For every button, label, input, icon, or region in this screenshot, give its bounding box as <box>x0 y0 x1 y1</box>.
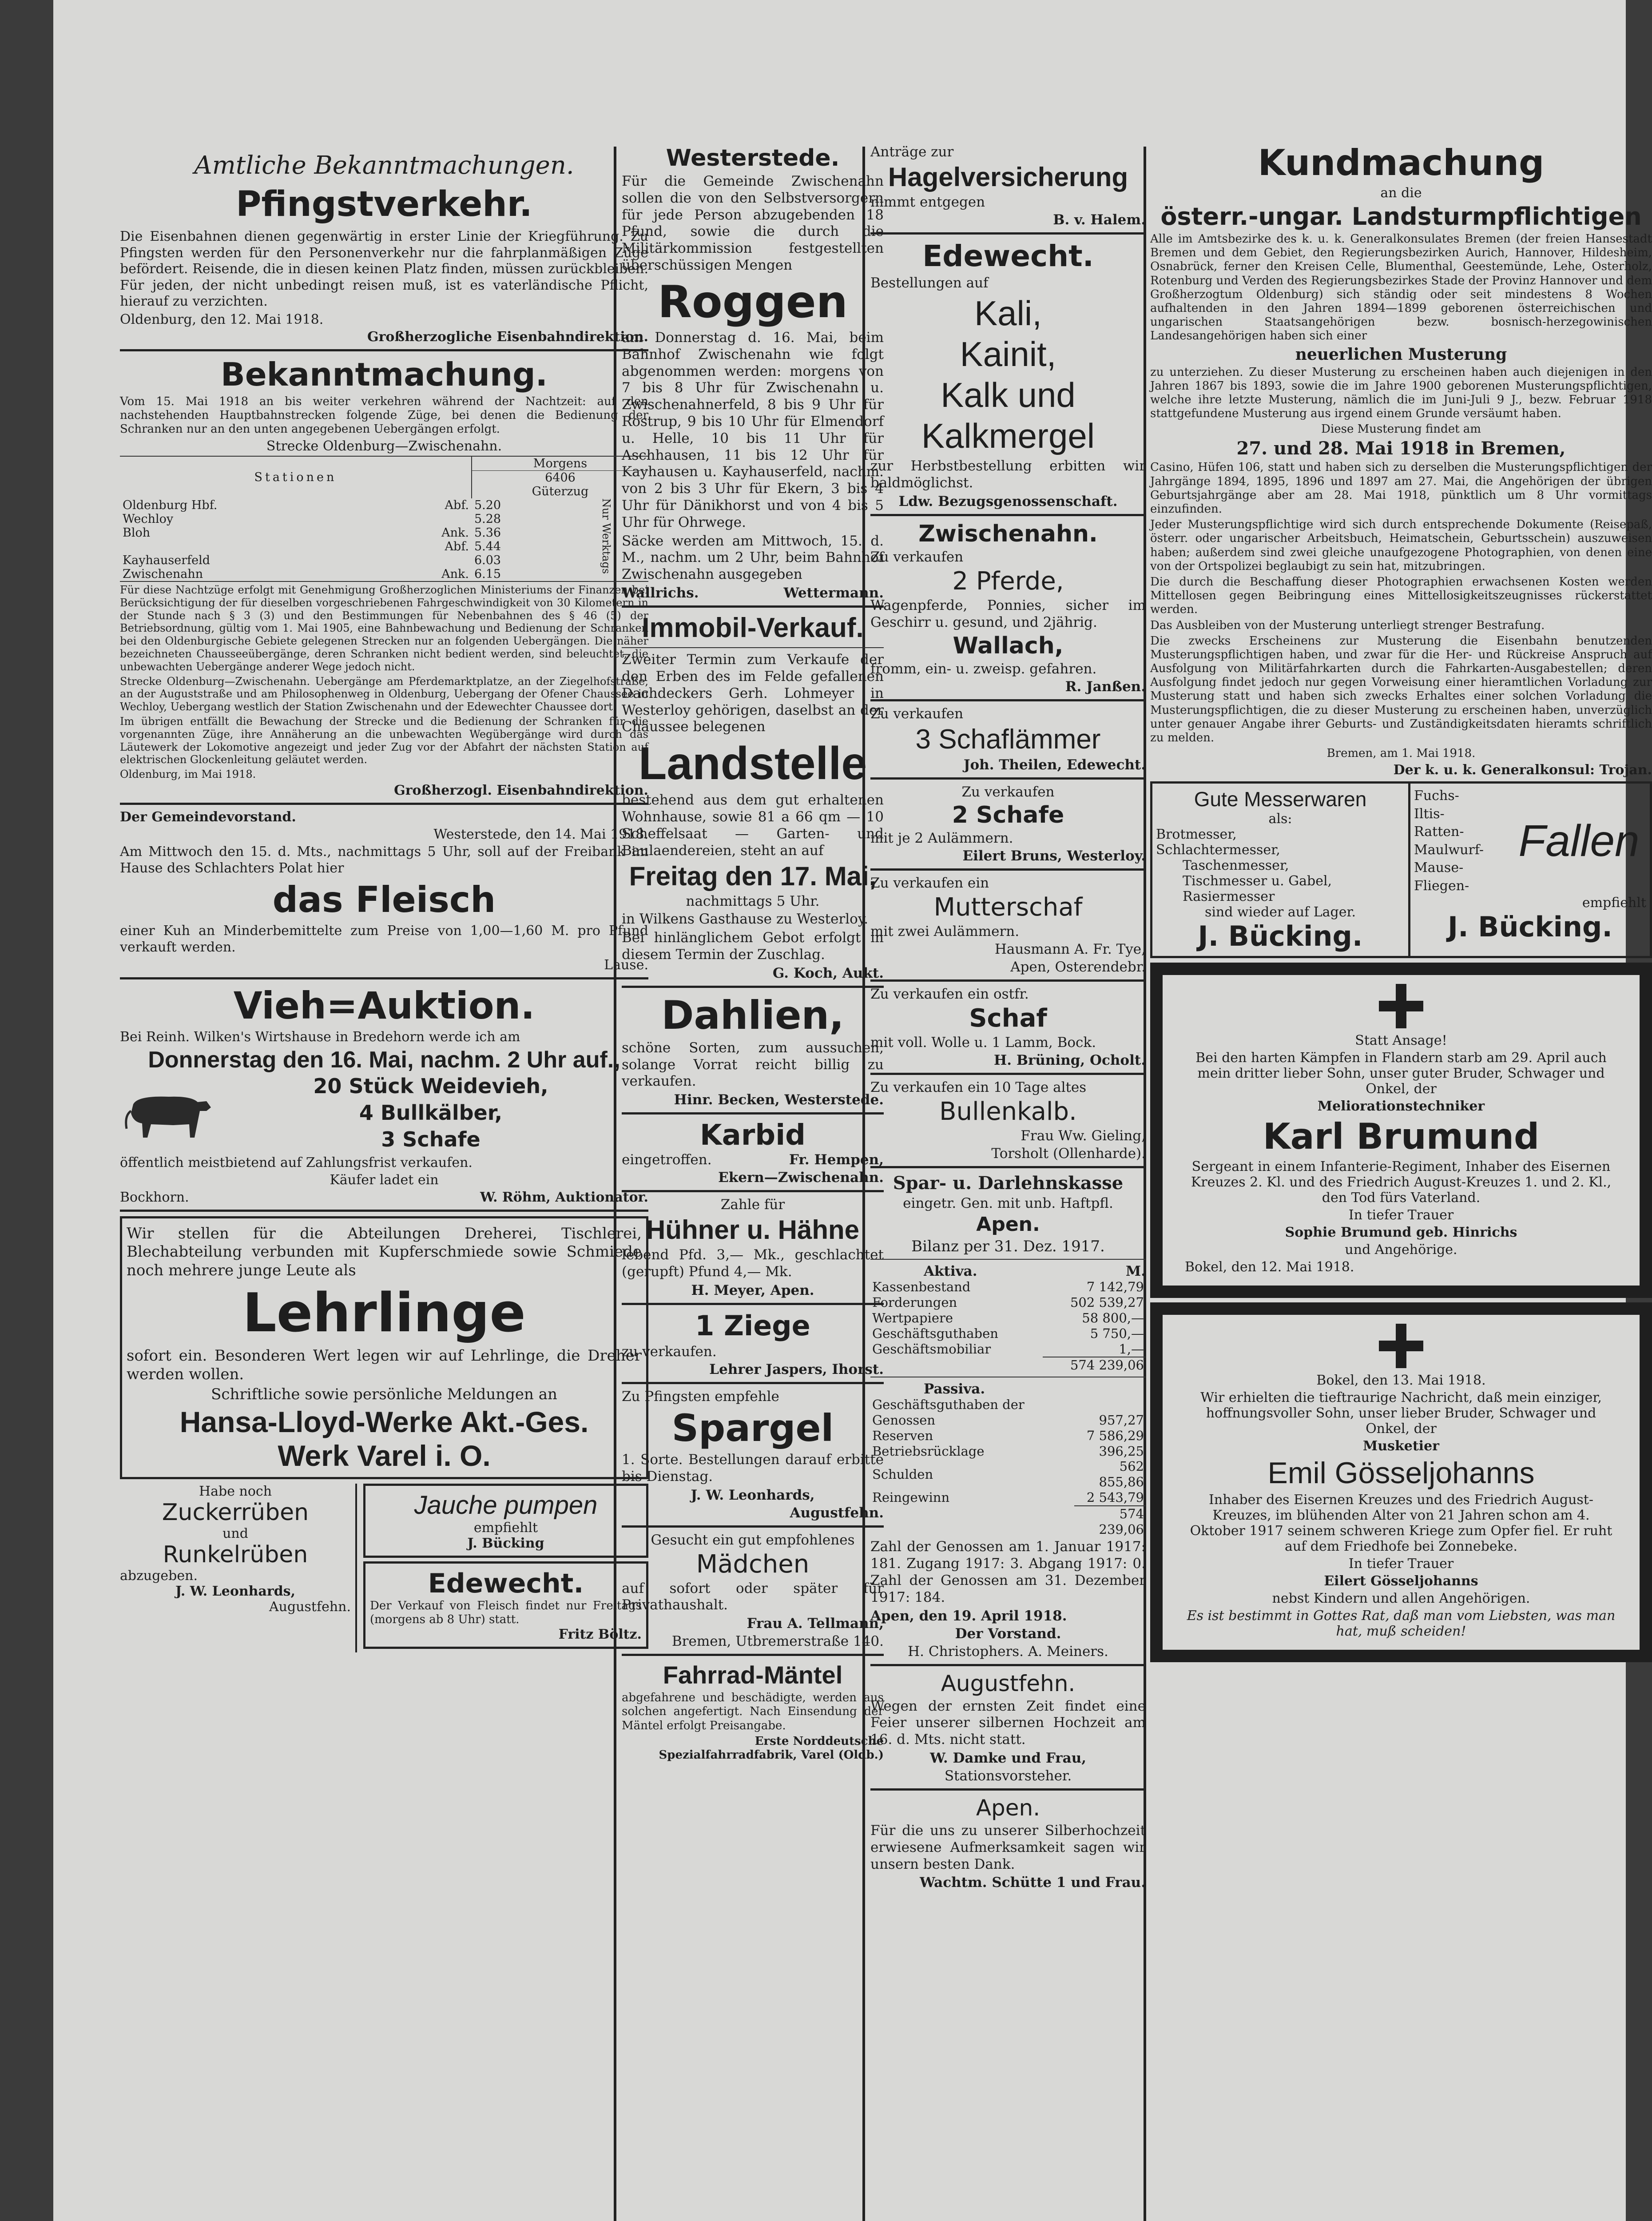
product-name: Kali, <box>974 294 1042 333</box>
list-item: Fuchs- <box>1414 788 1459 804</box>
obituary-rank: Musketier <box>1363 1438 1439 1454</box>
ad-text: bestehend aus dem gut erhaltenen Wohnhause, sowie 81 a 66 qm — 10 Scheffelsaat — Garten- und Baulaendereien, steht an auf <box>622 792 884 859</box>
notice-text: zu unterziehen. Zu dieser Musterung zu erscheinen haben auch diejenigen in den Jahren 1867 bis 1893, sowie die im Jahre 1900 geborenen Musterungspflichtigen, welche ihre letzte Musterung, nämlich die im Juni-Juli 9 J., bezw. Februar 1918 stattgefundene Musterung aus irgend einem Grunde versäumt haben. <box>1150 365 1652 421</box>
ad-text: Bei Reinh. Wilken's Wirtshause in Bredehorn werde ich am <box>120 1029 520 1045</box>
ad-signature: Ldw. Bezugsgenossenschaft. <box>898 493 1118 509</box>
company-location: Werk Varel i. O. <box>278 1439 491 1473</box>
auction-place: Bockhorn. <box>120 1189 189 1205</box>
product-name: Runkelrüben <box>163 1541 308 1568</box>
divider <box>120 349 648 351</box>
ad-signature: Apen, Osterendebr. <box>1010 959 1146 975</box>
ad-title: Spargel <box>671 1406 834 1450</box>
ad-title: Apen. <box>976 1213 1040 1236</box>
obituary-box <box>1150 1302 1652 1662</box>
divider <box>120 803 648 805</box>
list-item: Maulwurf- <box>1414 842 1484 858</box>
ad-signature: Augustfehn. <box>790 1505 884 1521</box>
divider <box>870 868 1146 871</box>
obituary-signature: nebst Kindern und allen Angehörigen. <box>1272 1591 1530 1607</box>
ad-title: Roggen <box>658 275 848 328</box>
ad-title: Zwischenahn. <box>918 520 1098 547</box>
ad-signature: Augustfehn. <box>269 1599 351 1615</box>
notice-place: Westerstede, den 14. Mai 1918. <box>433 826 648 842</box>
balance-section: Passiva. <box>924 1381 985 1397</box>
ad-block <box>1410 784 1650 956</box>
divider <box>870 1788 1146 1791</box>
departure-time: 5.28 <box>474 512 501 526</box>
ad-signature: Wallrichs. <box>622 585 699 601</box>
ad-signature: H. Christophers. A. Meiners. <box>908 1643 1108 1660</box>
list-item: Rasiermesser <box>1183 889 1275 905</box>
arrival-type: Ank. <box>441 567 469 581</box>
notice-text: Für diese Nachtzüge erfolgt mit Genehmigung Großherzoglichen Ministeriums der Finanzen bei Berücksichtigung der für dieselben vorgeschriebenen Fahrgeschwindigkeit von 30 Kilometern in der Stunde nach § 3 (3) und den Bestimmungen für Nebenbahnen des § 46 (5) der Betriebsordnung, gültig vom 1. Mai 1905, eine Bahnbewachung und Bedienung der Schranken bei den Oldenburgische Gebiete gelegenen Strecken nur an folgenden Uebergängen. Die näher bezeichneten Chausseeübergänge, deren Schranken nicht bedient werden, sind beleuchtet, die unbewachten Uebergänge anderer Wege jedoch nicht. <box>120 583 648 673</box>
newspaper-page <box>53 0 1652 2221</box>
divider <box>622 1190 884 1192</box>
ad-text: sofort ein. Besonderen Wert legen wir auf Lehrlinge, die Dreher werden wollen. <box>127 1347 642 1383</box>
balance-title: Bilanz per 31. Dez. 1917. <box>911 1238 1105 1256</box>
ad-text: Schriftliche sowie persönliche Meldungen an <box>211 1385 557 1404</box>
table-row <box>870 1506 1146 1537</box>
balance-value: 5 750,— <box>1090 1325 1144 1341</box>
divider <box>870 1664 1146 1666</box>
departure-time: 5.44 <box>474 539 501 553</box>
balance-value: 58 800,— <box>1082 1310 1144 1325</box>
ad-signature: Fr. Hempen, <box>789 1152 884 1168</box>
ad-text: und <box>222 1526 248 1542</box>
obituary-signature: und Angehörige. <box>1345 1242 1457 1258</box>
balance-value: 562 855,86 <box>1099 1459 1144 1490</box>
ad-signature: Hausmann A. Fr. Tye, <box>994 941 1146 958</box>
departure-time: 5.20 <box>474 498 501 512</box>
station-name: Kayhauserfeld <box>123 553 210 567</box>
ad-text: zur Herbstbestellung erbitten wir baldmöglichst. <box>870 458 1146 491</box>
divider <box>622 1654 884 1656</box>
ad-box <box>120 1216 648 1479</box>
ad-text: mit voll. Wolle u. 1 Lamm, Bock. <box>870 1035 1096 1051</box>
ad-signature: J. W. Leonhards, <box>691 1487 815 1503</box>
obituary-signature: Sophie Brumund geb. Hinrichs <box>1285 1225 1517 1241</box>
divider <box>870 1073 1146 1075</box>
column-3 <box>870 142 1146 1892</box>
balance-table <box>870 1279 1146 1373</box>
table-row <box>870 1397 1146 1428</box>
ad-title: österr.-ungar. Landsturmpflichtigen <box>1160 203 1642 231</box>
table-row <box>870 1310 1146 1326</box>
notice-signature: Großherzogliche Eisenbahndirektion. <box>367 329 648 345</box>
ad-text: lebend Pfd. 3,— Mk., geschlachtet (gerupft) Pfund 4,— Mk. <box>622 1247 884 1280</box>
ad-text: an die <box>1380 185 1422 201</box>
ad-title: Fahrrad-Mäntel <box>663 1661 843 1689</box>
ad-title: Immobil-Verkauf. <box>642 613 864 644</box>
ad-signature: Lehrer Jaspers, Ihorst. <box>709 1361 884 1377</box>
section-header: Der Gemeindevorstand. <box>120 809 296 825</box>
ad-title: Hagelversicherung <box>888 162 1128 192</box>
divider <box>622 986 884 988</box>
notice-highlight: neuerlichen Musterung <box>1295 345 1507 364</box>
ad-text: schöne Sorten, zum aussuchen, solange Vorrat reicht billig zu verkaufen. <box>622 1039 884 1090</box>
ad-signature: J. Bücking <box>467 1536 544 1552</box>
ad-text: Apen, den 19. April 1918. <box>870 1608 1067 1624</box>
ad-text: Anträge zur <box>870 144 954 160</box>
ad-title: Edewecht. <box>922 239 1094 273</box>
notice-text: Vom 15. Mai 1918 an bis weiter verkehren während der Nachtzeit: auf den nachstehenden Hauptbahnstrecken folgende Züge, bei denen die Bedienung der Schranken nur an den unten angegebenen Uebergängen erfolgt. <box>120 394 648 436</box>
obituary-text: In tiefer Trauer <box>1348 1207 1454 1223</box>
ad-title: Lehrlinge <box>242 1282 526 1345</box>
obituary-text: Inhaber des Eisernen Kreuzes und des Friedrich August-Kreuzes, im blühenden Alter von 21 Jahren schon am 4. Oktober 1917 seinem schweren Kriege zum Opfer fiel. Er ruht auf dem Friedhofe bei Zonnebeke. <box>1190 1492 1612 1555</box>
departure-time: 6.15 <box>474 567 501 581</box>
ad-text: 1. Sorte. Bestellungen darauf erbitte bis Dienstag. <box>622 1451 884 1485</box>
table-row <box>870 1357 1146 1373</box>
balance-label: Reserven <box>872 1428 933 1443</box>
ad-block <box>120 1484 357 1652</box>
ad-text: Zu verkaufen <box>870 549 964 565</box>
ad-text: Zu verkaufen ein ostfr. <box>870 986 1029 1003</box>
balance-label: Schulden <box>872 1466 933 1482</box>
ad-title: Gute Messerwaren <box>1194 788 1367 811</box>
obituary-rank: Meliorationstechniker <box>1317 1099 1485 1114</box>
ad-title: Landstelle <box>638 738 867 790</box>
route-title: Strecke Oldenburg—Zwischenahn. <box>266 438 502 454</box>
ad-signature: J. W. Leonhards, <box>175 1584 296 1600</box>
ad-text: Zweiter Termin zum Verkaufe der den Erben des im Felde gefallenen Dachdeckers Gerh. Lohmeyer in Westerloy gehörigen, daselbst an der Chaussee belegenen <box>622 652 884 735</box>
ad-title: 3 Schaflämmer <box>915 724 1101 755</box>
ad-text: nimmt entgegen <box>870 194 985 210</box>
ad-title: Bekanntmachung. <box>220 355 548 393</box>
ad-text: als: <box>1268 811 1292 827</box>
ad-signature: R. Janßen. <box>1065 679 1146 695</box>
livestock-item: 4 Bullkälber, <box>359 1101 503 1125</box>
balance-sum: 574 239,06 <box>1074 1506 1146 1537</box>
notice-signature: Lause. <box>604 957 648 973</box>
divider <box>870 699 1146 701</box>
obituary-box <box>1150 963 1652 1298</box>
livestock-item: 3 Schafe <box>381 1127 481 1151</box>
ad-title: Mutterschaf <box>933 893 1083 922</box>
divider <box>870 1166 1146 1168</box>
departure-time: 5.36 <box>474 525 501 540</box>
ad-signature: Joh. Theilen, Edewecht. <box>963 757 1146 773</box>
ad-text: Wagenpferde, Ponnies, sicher im Geschirr u. gesund, und 2jährig. <box>870 597 1146 630</box>
ad-text: in Wilkens Gasthause zu Westerloy. <box>622 911 869 927</box>
ad-text: Bei hinlänglichem Gebot erfolgt in diesem Termin der Zuschlag. <box>622 930 884 963</box>
ad-text: empfiehlt <box>473 1520 538 1536</box>
ad-text: Der Verkauf von Fleisch findet nur Freitags (morgens ab 8 Uhr) statt. <box>370 1599 642 1627</box>
balance-table <box>870 1397 1146 1537</box>
table-row <box>870 1490 1146 1506</box>
ad-text: Habe noch <box>199 1484 272 1500</box>
ad-title: 2 Pferde, <box>952 566 1064 596</box>
side-note: Nur Werktags <box>600 498 612 574</box>
ad-box <box>363 1484 648 1558</box>
notice-text: Am Mittwoch den 15. d. Mts., nachmittags 5 Uhr, soll auf der Freibank im Hause des Schlachters Polat hier <box>120 844 648 876</box>
ad-title: das Fleisch <box>272 879 496 921</box>
ad-text: Zu verkaufen ein 10 Tage altes <box>870 1079 1087 1096</box>
notice-signature: Großherzogl. Eisenbahndirektion. <box>394 782 648 798</box>
notice-text: Das Ausbleiben von der Musterung unterliegt strenger Bestrafung. <box>1150 618 1545 632</box>
obituary-signature: Eilert Gösseljohanns <box>1324 1573 1478 1589</box>
divider <box>870 514 1146 516</box>
ad-text: Für die uns zu unserer Silberhochzeit erwiesene Aufmerksamkeit sagen wir unsern besten Dank. <box>870 1823 1146 1872</box>
balance-value: 7 586,29 <box>1086 1428 1144 1443</box>
ad-signature: Eilert Bruns, Westerloy. <box>962 848 1146 864</box>
table-row <box>870 1444 1146 1459</box>
ad-signature: Der Vorstand. <box>955 1625 1061 1642</box>
ad-text: nachmittags 5 Uhr. <box>686 893 820 910</box>
arrival-type: Abf. <box>445 539 469 553</box>
divider <box>622 1112 884 1114</box>
ad-text: abgefahrene und beschädigte, werden aus solchen angefertigt. Nach Einsendung der Mäntel erfolgt Preisangabe. <box>622 1691 884 1732</box>
ad-title: Kundmachung <box>1258 142 1545 183</box>
ad-signature: B. v. Halem. <box>1053 212 1146 228</box>
balance-label: Forderungen <box>872 1295 957 1310</box>
divider <box>870 979 1146 982</box>
ad-text: Wir stellen für die Abteilungen Dreherei, Tischlerei, Blechabteilung verbunden mit Kupferschmiede sowie Schmiede noch mehrere junge Leute als <box>127 1224 642 1279</box>
ad-title: Hühner u. Hähne <box>646 1215 860 1245</box>
ad-signature: G. Koch, Aukt. <box>772 965 884 981</box>
balance-value: 396,25 <box>1099 1443 1144 1459</box>
divider <box>622 1525 884 1528</box>
ad-text: fromm, ein- u. zweisp. gefahren. <box>870 661 1097 677</box>
obituary-name: Karl Brumund <box>1263 1116 1540 1158</box>
company-name: Hansa-Lloyd-Werke Akt.-Ges. <box>179 1405 589 1439</box>
notice-signature: Der k. u. k. Generalkonsul: Trojan. <box>1393 762 1652 778</box>
ad-title: 1 Ziege <box>695 1309 810 1342</box>
divider <box>120 1210 648 1212</box>
ad-text: Für die Gemeinde Zwischenahn sollen die von den Selbstversorgern für jede Person abzugebenden 18 Pfund, sowie die durch die Militärkommission festgestellten überschüssigen Mengen <box>622 173 884 274</box>
obituary-header: Statt Ansage! <box>1355 1033 1447 1049</box>
station-name: Oldenburg Hbf. <box>123 498 218 512</box>
obituary-place: Bokel, den 13. Mai 1918. <box>1316 1373 1486 1389</box>
ad-title: Jauche pumpen <box>414 1491 598 1520</box>
timetable <box>120 456 648 582</box>
ad-text: Bestellungen auf <box>870 275 989 291</box>
notice-text: Diese Musterung findet am <box>1321 422 1481 436</box>
ad-text: am Donnerstag d. 16. Mai, beim Bahnhof Zwischenahn wie folgt abgenommen werden: morgens von 7 bis 8 Uhr für Zwischenahn u. Zwischenahnerfeld, 8 bis 9 Uhr für Rostrup, 9 bis 10 Uhr für Elmendorf u. Helle, 10 bis 11 Uhr für Aschhausen, 11 bis 12 Uhr für Kayhausen u. Kayhauserfeld, nachm. von 2 bis 3 Uhr für Ekern, 3 bis 4 Uhr für Dänikhorst und von 4 bis 5 Uhr für Ohrwege. <box>622 329 884 530</box>
section-header: Amtliche Bekanntmachungen. <box>194 151 574 180</box>
table-row <box>870 1428 1146 1444</box>
ad-signature: Frau A. Tellmann, <box>747 1616 884 1632</box>
list-item: Fliegen- <box>1414 878 1469 894</box>
ad-title: Dahlien, <box>661 992 844 1038</box>
obituary-text: Sergeant in einem Infanterie-Regiment, Inhaber des Eisernen Kreuzes 2. Kl. und des Friedrich August-Kreuzes 1. und 2. Kl., den Tod fürs Vaterland. <box>1191 1159 1612 1206</box>
obituary-text: Bei den harten Kämpfen in Flandern starb am 29. April auch mein dritter lieber Sohn, unser guter Bruder, Schwager und Onkel, der <box>1195 1050 1607 1097</box>
ad-text: Wegen der ernsten Zeit findet eine Feier unserer silbernen Hochzeit am 16. d. Mts. nicht statt. <box>870 1698 1146 1748</box>
table-row <box>870 1295 1146 1310</box>
ad-text: Zu verkaufen ein <box>870 875 989 892</box>
list-item: Iltis- <box>1414 806 1445 822</box>
ad-text: Säcke werden am Mittwoch, 15. d. M., nachm. um 2 Uhr, beim Bahnhof Zwischenahn ausgegeben <box>622 533 884 583</box>
station-name: Zwischenahn <box>123 567 203 581</box>
balance-label: Geschäftsguthaben der Genossen <box>872 1397 1025 1428</box>
notice-text: Die durch die Beschaffung dieser Photographien erwachsenen Kosten werden Mittellosen gegen Beibringung eines Mittellosigkeitszeugnisses rückerstattet werden. <box>1150 575 1652 617</box>
ad-signature: J. Bücking. <box>1448 911 1612 943</box>
notice-place: Oldenburg, den 12. Mai 1918. <box>120 311 324 327</box>
list-item: Tischmesser u. Gabel, <box>1183 873 1332 889</box>
auction-date: Donnerstag den 16. Mai, nachm. 2 Uhr auf., <box>148 1047 620 1073</box>
notice-text: Im übrigen entfällt die Bewachung der Strecke und die Bedienung der Schranken für die vorgenannten Züge, ihre Annäherung an die unbewachten Wegübergänge wird durch das Läutewerk der Lokomotive angezeigt und jeder Zug vor der Abfahrt der nächsten Station auf elektrischen Glockenleitung geläutet werden. <box>120 715 648 766</box>
ad-title: Edewecht. <box>428 1568 584 1600</box>
ad-text: Zu verkaufen <box>961 784 1055 800</box>
obituary-text: Wir erhielten die tieftraurige Nachricht, daß mein einziger, hoffnungsvoller Sohn, unser lieber Bruder, Schwager und Onkel, der <box>1200 1390 1602 1437</box>
arrival-type: Ank. <box>441 525 469 540</box>
ad-signature: Bremen, Utbremerstraße 140. <box>671 1633 884 1650</box>
obituary-text: In tiefer Trauer <box>1348 1556 1454 1572</box>
ad-block <box>1152 784 1410 956</box>
ad-box <box>363 1561 648 1649</box>
balance-value: 1,— <box>1119 1341 1144 1357</box>
ad-signature: Hinr. Becken, Westerstede. <box>674 1092 884 1108</box>
product-name: Zuckerrüben <box>162 1499 309 1526</box>
balance-label: Wertpapiere <box>872 1310 953 1325</box>
ad-title: Apen. <box>976 1795 1040 1821</box>
product-name: Kalkmergel <box>921 416 1095 456</box>
column-4 <box>1150 142 1652 1667</box>
ad-text: eingetr. Gen. mit unb. Haftpfl. <box>903 1195 1113 1212</box>
ad-signature: Ekern—Zwischenahn. <box>718 1170 884 1186</box>
divider <box>622 605 884 608</box>
notice-place: Oldenburg, im Mai 1918. <box>120 768 256 781</box>
station-name: Bloh <box>123 525 151 540</box>
ad-text: Zahle für <box>720 1197 785 1213</box>
departure-time: 6.03 <box>474 553 501 567</box>
divider <box>870 1259 1146 1260</box>
ad-text: mit je 2 Aulämmern. <box>870 830 1013 847</box>
obituary-name: Emil Gösseljohanns <box>1267 1456 1535 1490</box>
ad-text: empfiehlt <box>1582 895 1646 911</box>
divider <box>870 232 1146 235</box>
notice-text: Strecke Oldenburg—Zwischenahn. Uebergänge am Pferdemarktplatze, an der Ziegelhofstraße, an der Auguststraße und am Philosophenweg in Oldenburg, Uebergang der Ofener Chaussee in Wechloy, Uebergang westlich der Station Zwischenahn und der Edewechter Chaussee dort. <box>120 675 648 713</box>
ad-text: Käufer ladet ein <box>330 1172 439 1188</box>
ad-text: eingetroffen. <box>622 1152 712 1168</box>
cow-icon <box>120 1080 213 1146</box>
ad-signature: J. Bücking. <box>1198 920 1363 953</box>
list-item: Schlachtermesser, <box>1156 842 1280 858</box>
ad-title: Vieh=Auktion. <box>233 984 535 1028</box>
ad-text: Zu verkaufen <box>870 706 964 722</box>
product-name: Kainit, <box>960 334 1056 374</box>
ad-text: Zu Pfingsten empfehle <box>622 1388 779 1405</box>
ad-text: auf sofort oder später für Privathaushalt. <box>622 1580 884 1613</box>
divider <box>870 777 1146 780</box>
list-item: Taschenmesser, <box>1183 858 1289 874</box>
auction-signature: W. Röhm, Auktionator. <box>480 1189 648 1205</box>
obituary-place: Bokel, den 12. Mai 1918. <box>1185 1259 1354 1275</box>
balance-label: Geschäftsmobiliar <box>872 1341 991 1357</box>
ad-title: Bullenkalb. <box>939 1097 1077 1126</box>
ad-signature: Wettermann. <box>783 585 884 601</box>
divider <box>622 647 884 648</box>
ad-title: Schaf <box>969 1004 1047 1033</box>
ad-title: Augustfehn. <box>941 1670 1076 1696</box>
ad-text: zu verkaufen. <box>622 1343 717 1360</box>
ad-title: Mädchen <box>696 1549 810 1579</box>
ad-signature: H. Brüning, Ocholt. <box>993 1052 1146 1069</box>
balance-value: 502 539,27 <box>1070 1295 1144 1310</box>
obituary-verse: Es ist bestimmt in Gottes Rat, daß man vom Liebsten, was man hat, muß scheiden! <box>1187 1608 1616 1640</box>
timetable-header: Morgens <box>472 456 648 471</box>
notice-text: einer Kuh an Minderbemittelte zum Preise von 1,00—1,60 M. pro Pfund verkauft werden. <box>120 923 648 955</box>
ad-title: Spar- u. Darlehnskasse <box>893 1173 1124 1194</box>
notice-text: Die zwecks Erscheinens zur Musterung die Eisenbahn benutzenden Musterungspflichtigen haben, und zwar für die Her- und Rückreise Anspruch auf Ausfolgung von Militärfahrkarten durch die Fahrkarten-Ausgabestellen; deren Ausfolgung findet jedoch nur gegen Vorweisung einer hieramtlichen Vorladung zur Musterung statt und haben sich zwecks Erhaltes einer solchen Vorladung die Musterungspflichtigen, die zu dieser Musterung zu erscheinen haben, unverzüglich unter genauer Angabe ihrer Geburts- und Zuständigkeitsdaten hieramts schriftlich zu melden. <box>1150 634 1652 744</box>
ad-signature: W. Damke und Frau, <box>929 1750 1087 1767</box>
column-2 <box>622 142 884 1764</box>
balance-value: 957,27 <box>1099 1412 1144 1428</box>
iron-cross-icon <box>1379 984 1423 1028</box>
balance-value: 7 142,79 <box>1086 1279 1144 1295</box>
product-name: Kalk und <box>941 375 1076 415</box>
notice-place: Bremen, am 1. Mai 1918. <box>1326 747 1476 760</box>
ad-signature: Fritz Böltz. <box>558 1627 642 1643</box>
ad-title: 2 Schafe <box>952 802 1064 829</box>
ad-signature: Wachtm. Schütte 1 und Frau. <box>920 1875 1146 1891</box>
balance-label: Kassenbestand <box>872 1279 971 1295</box>
ad-text: abzugeben. <box>120 1568 198 1584</box>
ad-signature: Erste Norddeutsche Spezialfahrradfabrik, Varel (Oldb.) <box>659 1734 884 1762</box>
balance-label: Reingewinn <box>872 1490 950 1505</box>
notice-text: Casino, Hüfen 106, statt und haben sich zu derselben die Musterungspflichtigen der Jahrgänge 1894, 1895, 1896 und 1897 am 27. Mai, die Angehörigen der übrigen Geburtsjahrgänge aber am 28. Mai 1918, pünktlich um 8 Uhr vormittags einzufinden. <box>1150 461 1652 516</box>
iron-cross-icon <box>1379 1324 1423 1368</box>
ad-title: Wallach, <box>953 633 1064 660</box>
notice-text: Die Eisenbahnen dienen gegenwärtig in erster Linie der Kriegführung. Zu Pfingsten werden für den Personenverkehr nur die fahrplanmäßigen Züge befördert. Reisende, die in diesen keinen Platz finden, müssen zurückbleiben. Für jeden, der nicht unbedingt reisen muß, ist es vaterländische Pflicht, hierauf zu verzichten. <box>120 229 648 310</box>
ad-text: mit zwei Aulämmern. <box>870 923 1020 940</box>
divider <box>622 1382 884 1384</box>
notice-highlight: 27. und 28. Mai 1918 in Bremen, <box>1236 438 1566 459</box>
balance-value: 2 543,79 <box>1086 1489 1144 1505</box>
train-type: Güterzug <box>532 484 589 498</box>
ad-signature: Torsholt (Ollenharde). <box>991 1146 1146 1162</box>
table-row <box>870 1341 1146 1357</box>
divider <box>120 977 648 979</box>
ad-text: sind wieder auf Lager. <box>1204 904 1356 920</box>
table-row <box>870 1459 1146 1490</box>
currency-label: M. <box>1125 1263 1146 1280</box>
divider <box>622 1303 884 1305</box>
ad-title: Fallen <box>1518 816 1640 866</box>
list-item: Mause- <box>1414 860 1464 876</box>
ad-signature: Frau Ww. Gieling, <box>1021 1128 1146 1144</box>
ad-text: Gesucht ein gut empfohlenes <box>651 1532 855 1548</box>
balance-label: Geschäftsguthaben <box>872 1325 998 1341</box>
balance-section: Aktiva. <box>924 1263 977 1280</box>
ad-text: Zahl der Genossen am 1. Januar 1917: 181. Zugang 1917: 3. Abgang 1917: 0. Zahl der Genossen am 31. Dezember 1917: 184. <box>870 1539 1146 1605</box>
arrival-type: Abf. <box>445 498 469 512</box>
ad-title: Pfingstverkehr. <box>236 184 532 224</box>
balance-label: Betriebsrücklage <box>872 1443 985 1459</box>
ad-title: Karbid <box>700 1119 806 1152</box>
train-number: 6406 <box>545 470 576 485</box>
balance-sum: 574 239,06 <box>1043 1357 1146 1373</box>
ad-signature: H. Meyer, Apen. <box>691 1282 814 1298</box>
livestock-item: 20 Stück Weidevieh, <box>313 1074 548 1099</box>
column-1 <box>120 142 648 1652</box>
table-row <box>120 498 648 512</box>
timetable-header: Stationen <box>120 456 472 498</box>
list-item: Ratten- <box>1414 824 1464 840</box>
ad-text: öffentlich meistbietend auf Zahlungsfrist verkaufen. <box>120 1154 473 1170</box>
list-item: Brotmesser, <box>1156 827 1237 843</box>
notice-text: Jeder Musterungspflichtige wird sich durch entsprechende Dokumente (Reisepaß, österr. oder ungarischer Arbeitsbuch, Heimatschein, Geburtsschein) auszuweisen haben; außerdem sind zwei gleiche unaufgezogene Photographien, von denen eine von der Ortspolizei beglaubigt zu sein hat, mitzubringen. <box>1150 518 1652 573</box>
notice-text: Alle im Amtsbezirke des k. u. k. Generalkonsulates Bremen (der freien Hansestadt Bremen und dem Gebiet, den Regierungsbezirken Aurich, Hannover, Hildesheim, Osnabrück, ferner den Kreisen Celle, Blumenthal, Geestemünde, Lehe, Osterholz, Rotenburg und Verden des Regierungsbezirkes Stade der Provinz Hannover und dem Großherzogtum Oldenburg) sich ständig oder seit mindestens 8 Wochen aufhaltenden in den Jahren 1894—1899 geborenen österreichischen und ungarischen Staatsangehörigen bezw. bosnisch-herzegowinischen Landesangehörigen haben sich einer <box>1150 232 1652 343</box>
auction-date: Freitag den 17. Mai, <box>629 861 877 892</box>
table-row <box>870 1279 1146 1295</box>
table-row <box>870 1326 1146 1341</box>
station-name: Wechloy <box>123 512 174 526</box>
ad-title: Westerstede. <box>666 145 840 171</box>
ad-signature: Stationsvorsteher. <box>944 1768 1072 1784</box>
